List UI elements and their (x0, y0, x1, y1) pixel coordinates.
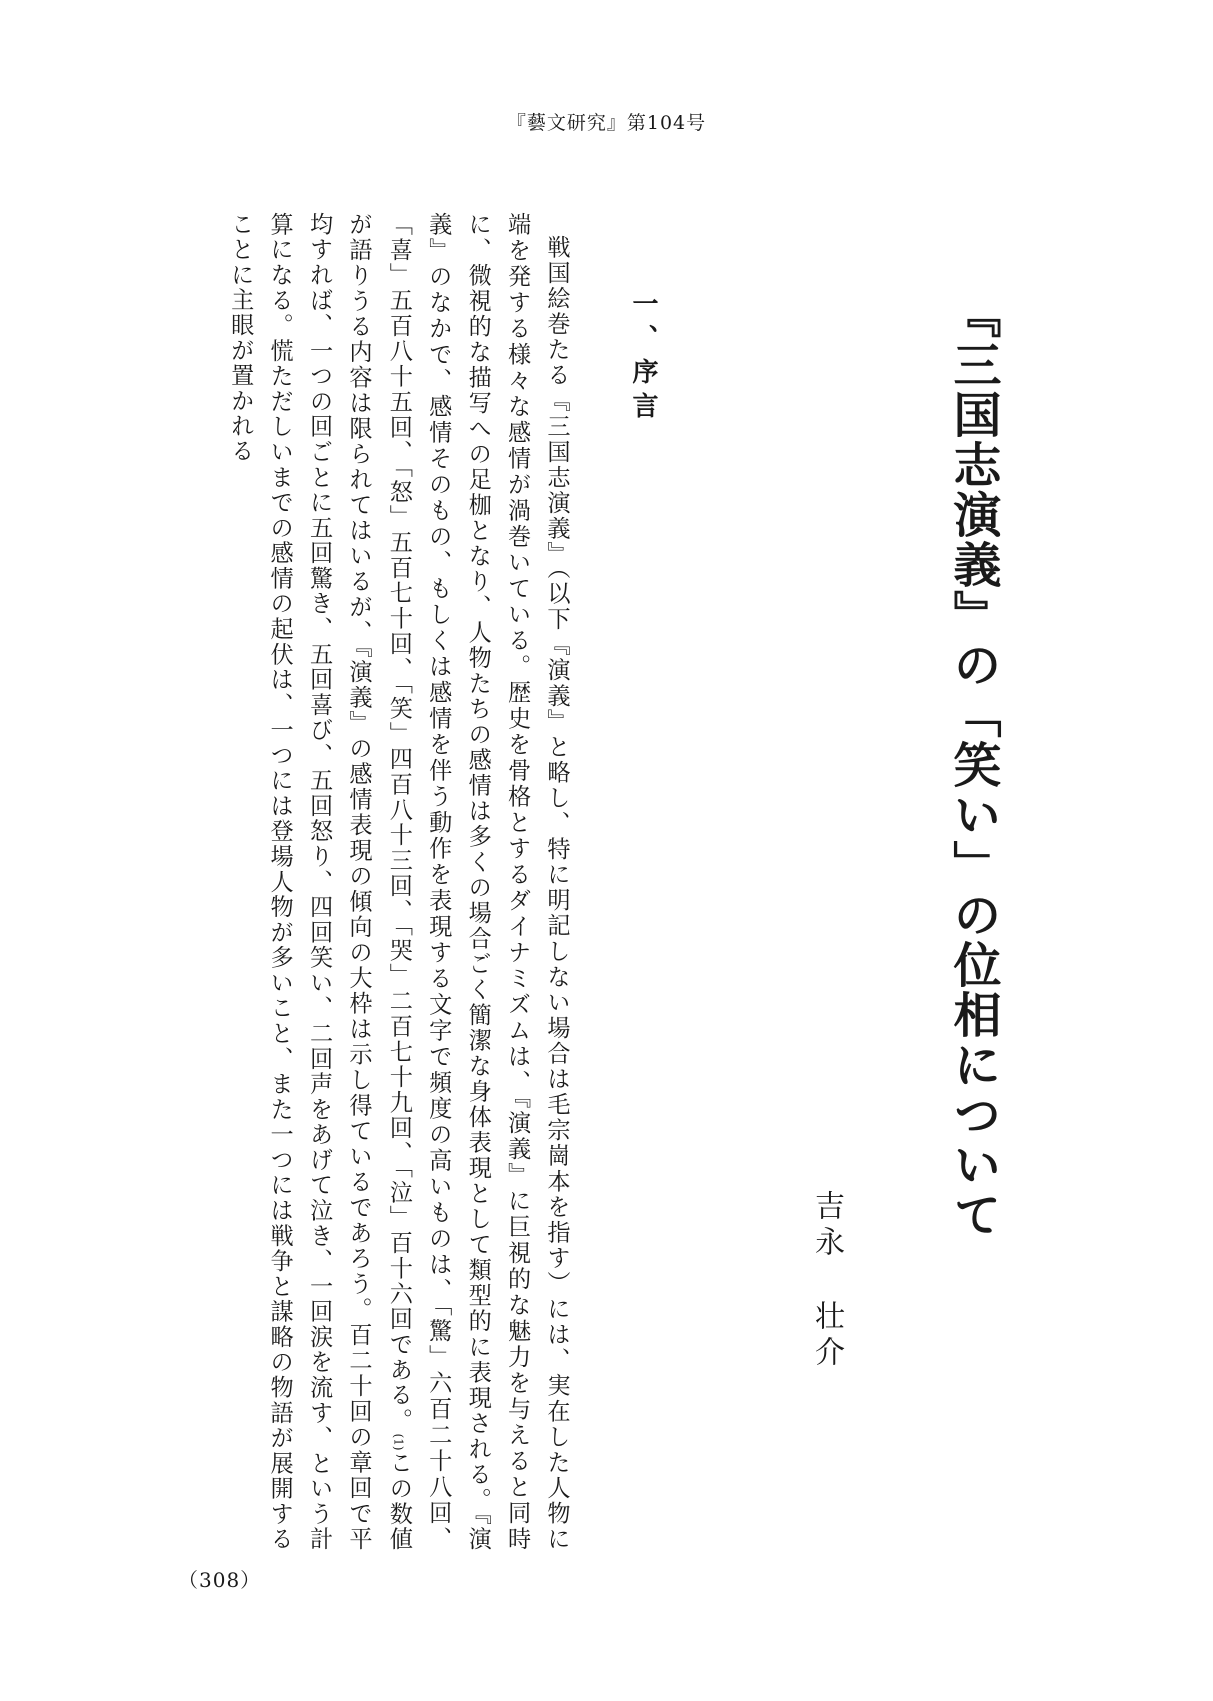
author-given-name: 壮介 (809, 1300, 844, 1372)
body-text (186, 212, 576, 1552)
body-text-part-2: この数値が語りうる内容は限られてはいるが、『演義』の感情表現の傾向の大枠は示し得ているであろう。百二十回の章回で平均すれば、一つの回ごとに五回驚き、五回喜び、五回怒り、四回笑い、二回声をあげて泣き、一回涙を流す、という計算になる。慌ただしいまでの感情の起伏は、一つには登場人物が多いこと、また一つには戦争と謀略の物語が展開することに主眼が置かれる (226, 212, 413, 1552)
body-text-part-1: 戦国絵巻たる『三国志演義』（以下『演義』と略し、特に明記しない場合は毛宗崗本を指す）には、実在した人物に端を発する様々な感情が渦巻いている。歴史を骨格とするダイナミズムは、『演義』に巨視的な魅力を与えると同時に、微視的な描写への足枷となり、人物たちの感情は多くの場合ごく簡潔な身体表現として類型的に表現される。『演義』のなかで、感情そのもの、もしくは感情を伴う動作を表現する文字で頻度の高いものは、「驚」六百二十八回、「喜」五百八十五回、「怒」五百七十回、「笑」四百八十三回、「哭」二百七十九回、「泣」百十六回である。 (385, 212, 570, 1552)
author-family-name: 吉永 (809, 1190, 844, 1262)
page-number: （308） (178, 1568, 262, 1592)
section-heading: 一、序言 (628, 290, 658, 426)
footnote-marker: (1) (391, 1433, 406, 1451)
article-title: 『三国志演義』の「笑い」の位相について (945, 290, 1001, 1240)
body-paragraph (220, 212, 576, 1552)
running-header: 『藝文研究』第104号 (506, 112, 707, 134)
